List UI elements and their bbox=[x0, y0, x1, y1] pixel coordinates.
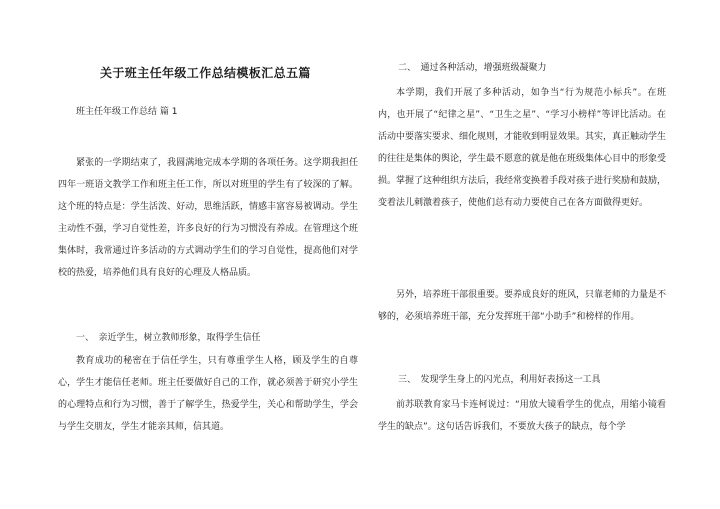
section-heading-1: 一、 亲近学生，树立教师形象，取得学生信任 bbox=[76, 333, 261, 343]
section-heading-3: 三、 发现学生身上的闪光点，利用好表扬这一工具 bbox=[398, 375, 601, 385]
paragraph-class-cadres: 另外，培养班干部很重要。要养成良好的班风，只靠老师的力量是不够的，必须培养班干部，充分发挥班干部“小助手”和榜样的作用。 bbox=[378, 290, 667, 322]
paragraph-trust: 教育成功的秘密在于信任学生，只有尊重学生人格，顾及学生的自尊心，学生才能信任老师。班主任要做好自己的工作，就必须善于研究小学生的心理特点和行为习惯，善于了解学生，热爱学生，关心和帮助学生，学会与学生交朋友，学生才能亲其师，信其道。 bbox=[58, 356, 358, 432]
paragraph-intro: 紧张的一学期结束了，我圆满地完成本学期的各项任务。这学期我担任四年一班语文教学工作和班主任工作，所以对班里的学生有了较深的了解。这个班的特点是：学生活泼、好动，思维活跃，情感丰富容易被调动。学生主动性不强，学习自觉性差，许多良好的行为习惯没有养成。在管理这个班集体时，我常通过许多活动的方式调动学生们的学习自觉性，提高他们对学校的热爱，培养他们具有良好的心理及人格品质。 bbox=[58, 158, 358, 278]
section-heading-2: 二、 通过各种活动，增强班级凝聚力 bbox=[398, 63, 547, 73]
document-title: 关于班主任年级工作总结模板汇总五篇 bbox=[100, 66, 311, 80]
paragraph-activities: 本学期，我们开展了多种活动，如争当“行为规范小标兵”。在班内，也开展了“纪律之星”、“卫生之星”、“学习小榜样”等评比活动。在活动中要落实要求、细化规则，才能收到明显效果。其实，真正触动学生的往往是集体的舆论，学生最不愿意的就是他在班级集体心目中的形象受损。掌握了这种组织方法后，我经常变换着手段对孩子进行奖励和鼓励，变着法儿刺激着孩子，使他们总有动力要使自己在各方面做得更好。 bbox=[378, 88, 667, 208]
paragraph-praise: 前苏联教育家马卡连柯说过：“用放大镜看学生的优点，用缩小镜看学生的缺点”。这句话告诉我们，不要放大孩子的缺点，每个学 bbox=[378, 400, 666, 432]
document-subtitle: 班主任年级工作总结 篇 1 bbox=[76, 107, 178, 117]
